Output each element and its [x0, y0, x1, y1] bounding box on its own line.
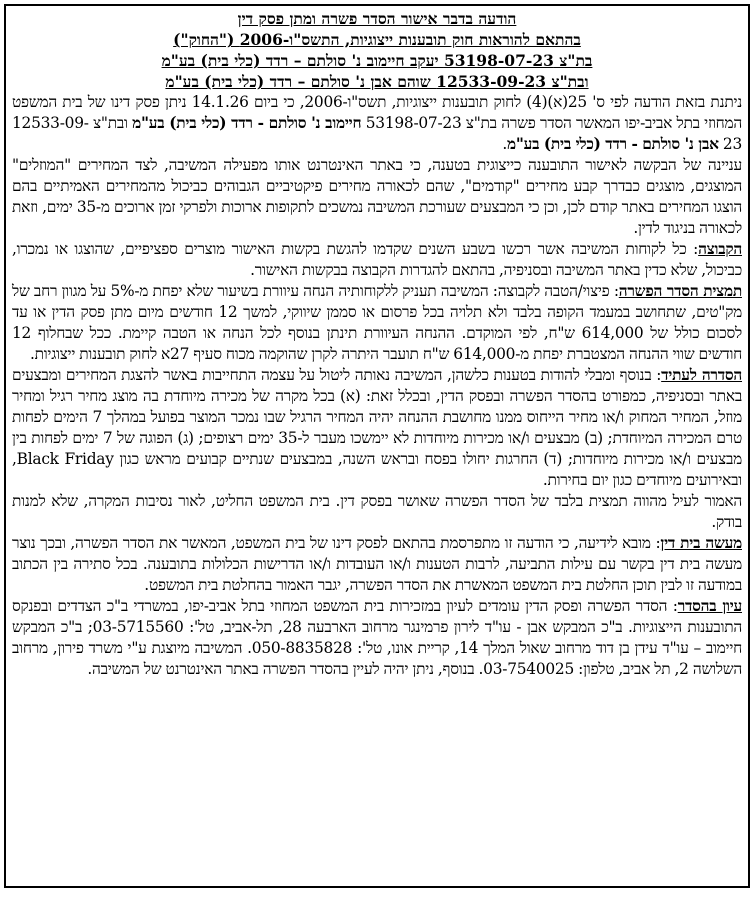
notice-title: הודעה בדבר אישור הסדר פשרה ומתן פסק דין: [237, 9, 517, 28]
settlement-text: : פיצוי/הטבה לקבוצה: המשיבה תעניק ללקוחותיה הנחה עיוורת בשיעור שלא יפחת מ-5% על מגוון רחב של מק"טים, שתחושב במעמד הקופה בלבד ולא תלויה בכל פרסום או סממן שיווקי, למשך 12 חודשים מיום מתן פסק הדין או עד לסכום כולל של 614,000 ש"ח, לפי המוקדם. ההנחה העיוורת תינתן בנוסף לכל הנחה או הטבה קיימת. ככל שבחלוף 12 חודשים שווי ההנחה המצטברת יפחת מ-614,000 ש"ח תועבר היתרה לקרן שהוקמה מכוח סעיף 27א לחוק תובענות ייצוגיות.: [12, 282, 742, 363]
case-line-2: ובת"צ 12533-09-23 שוהם אבן נ' סולתם – רדד (כלי בית) בע"מ: [165, 72, 589, 91]
res-judicata-paragraph: [12, 533, 742, 596]
res-judicata-text: : מובא לידיעה, כי הודעה זו מתפרסמת בהתאם לפסק דינו של בית המשפט, המאשר את הסדר הפשרה, ובכך נוצר מעשה בית דין בקשר עם עילות התביעה, לרבות הטענות ו/או העובדות ו/או הדרישות הכלולות בתובענה. בכל סתירה בין הכתוב במודעה זו לבין תוכן החלטת בית המשפט המאשרת את הסדר הפשרה, יגבר האמור בהחלטת בית המשפט.: [12, 534, 742, 594]
res-judicata-label: מעשה בית דין: [660, 534, 742, 552]
case-name-2: אבן נ' סולתם - רדד (כלי בית) בע"מ: [506, 135, 719, 153]
future-paragraph: [12, 365, 742, 491]
summary-paragraph: האמור לעיל מהווה תמצית בלבד של הסדר הפשרה שאושר בפסק דין. בית המשפט החליט, לאור נסיבות המקרה, שלא למנות בודק.: [12, 492, 742, 531]
claim-paragraph: עניינה של הבקשה לאישור התובענה כייצוגית בטענה, כי באתר האינטרנט אותו מפעילה המשיבה, לצד המחירים "המוזלים" המוצגים, מוצגים כבדרך קבע מחירים "קודמים", שהם לכאורה מחירים פיקטיביים הגבוהים כביכול מהמחירים האמיתיים בהם הוצגו המחירים באתר קודם לכן, וכן כי המבצעים שעורכת המשיבה נמשכים לתקופות ארוכות ולפרקי זמן ארוכים מ-35 ימים, וזאת לכאורה בניגוד לדין.: [12, 156, 742, 237]
intro-paragraph: [12, 92, 742, 155]
settlement-paragraph: [12, 281, 742, 365]
notice-body: [12, 92, 742, 680]
class-text: : כל לקוחות המשיבה אשר רכשו בשבע השנים שקדמו להגשת בקשות האישור מוצרים ספציפיים, שהוצגו או נמכרו, כביכול, שלא כדין באתר המשיבה ובסניפיה, בהתאם להגדרות הקבוצה בבקשות האישור.: [12, 240, 742, 279]
intro-end: .: [502, 135, 507, 153]
case-line-1: בת"צ 53198-07-23 יעקב חיימוב נ' סולתם – רדד (כלי בית) בע"מ: [161, 51, 593, 70]
case-name-1: חיימוב נ' סולתם - רדד (כלי בית) בע"מ: [132, 114, 362, 132]
intro-mid: ובת"צ 12533-09-23: [12, 114, 742, 153]
intro-text: ניתנת בזאת הודעה לפי ס' 25(א)(4) לחוק תובענות ייצוגיות, תשס"ו-2006, כי ביום 14.1.26 ניתן פסק דינו של בית המשפט המחוזי בתל אביב-יפו המאשר הסדר פשרה בת"צ 53198-07-23: [12, 93, 743, 132]
future-text: : בנוסף ומבלי להודות בטענות כלשהן, המשיבה נאותה ליטול על עצמה התחייבות באשר להצגת המחירים ומבצעים באתר ובסניפיה, כמפורט בהסדר הפשרה ובפסק הדין, ובכלל זאת: (א) בכל מקרה של מכירה מיוחדת בה מוצג מחיר רגיל ומחיר מוזל, המחיר המחוק ו/או מחיר הייחוס ממנו מחושבת ההנחה יהיה המחיר הרגיל שבו נמכר המוצר בפועל במהלך 7 הימים לפחות טרם המכירה המיוחדת; (ב) מבצעים ו/או מכירות מיוחדות לא יימשכו מעבר ל-35 ימים רצופים; (ג) הפוגה של 7 ימים לפחות בין מבצעים ו/או מכירות מיוחדות; (ד) החרגות יחולו בפסח ובראש השנה, במבצעים שנתיים קבועים מראש כגון Black Friday, ובאירועים מיוחדים כגון יום בחירות.: [12, 366, 742, 489]
class-paragraph: [12, 239, 742, 281]
review-paragraph: [12, 596, 742, 680]
notice-subtitle: בהתאם להוראות חוק תובענות ייצוגיות, התשס"ו-2006 ("החוק"): [173, 30, 581, 49]
legal-notice: [4, 4, 750, 888]
class-label: הקבוצה: [698, 240, 742, 258]
review-text: : הסדר הפשרה ופסק הדין עומדים לעיון במזכירות בית המשפט המחוזי בתל אביב-יפו, במשרדי ב"כ הצדדים ובפנקס התובענות הייצוגיות. ב"כ המבקש אבן - עו"ד לירון פרמינגר מרחוב הארבעה 28, תל-אביב, טל': 03-5715560; ב"כ המבקש חיימוב – עו"ד עידן בן דוד מרחוב שאול המלך 14, קריית אונו, טל': 050-8835828. המשיבה מיוצגת ע"י משרד פירון, מרחוב השלושה 2, תל אביב, טלפון: 03-7540025. בנוסף, ניתן יהיה לעיין בהסדר הפשרה באתר האינטרנט של המשיבה.: [12, 597, 743, 678]
future-label: הסדרה לעתיד: [661, 366, 743, 384]
review-label: עיון בהסדר: [677, 597, 742, 615]
settlement-label: תמצית הסדר הפשרה: [618, 282, 742, 300]
